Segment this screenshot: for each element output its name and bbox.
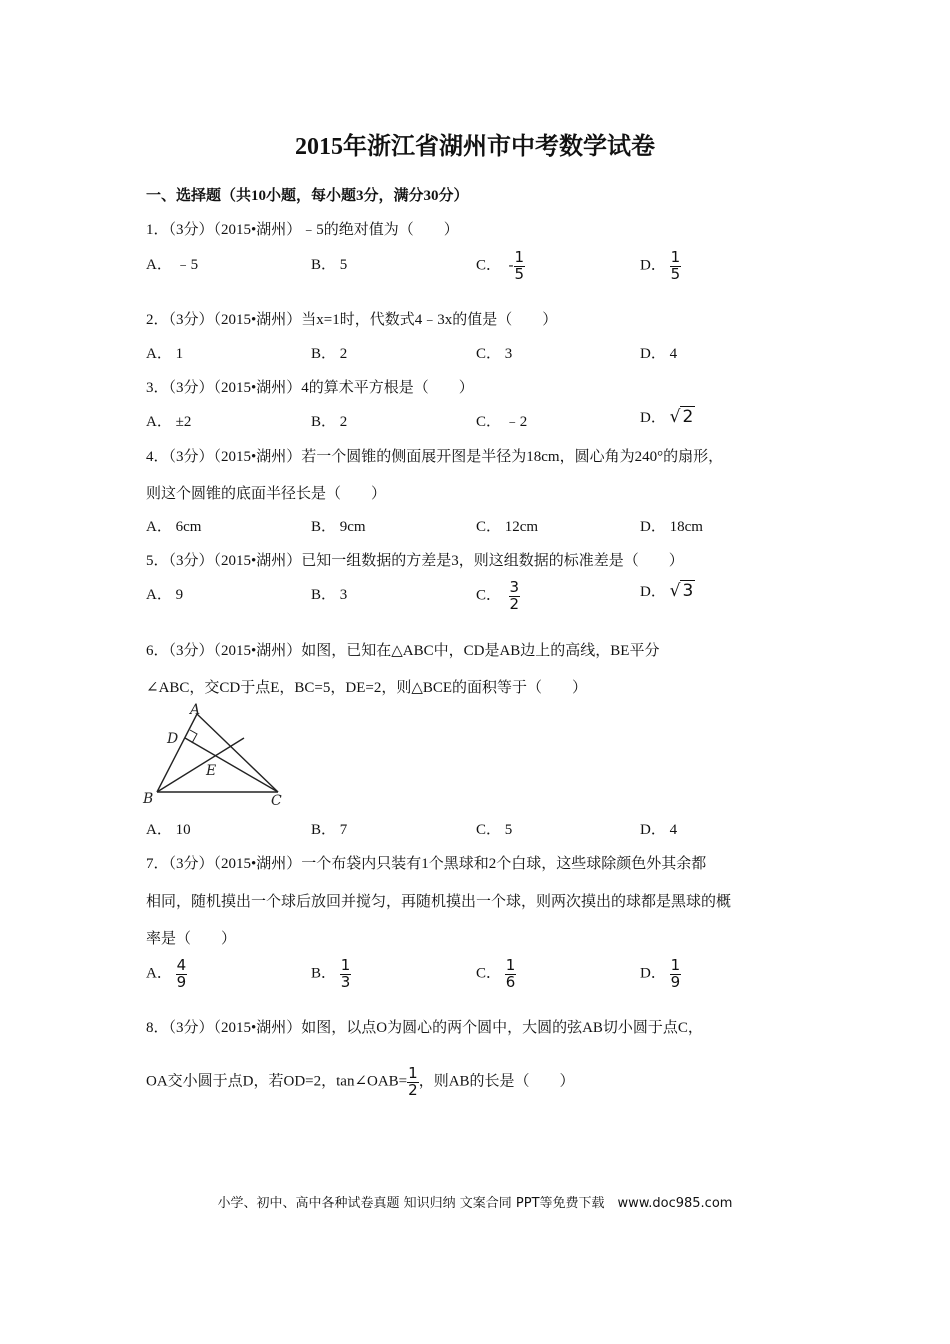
q5-option-b: B． 3 — [311, 587, 348, 603]
q6-option-d: D． 4 — [640, 822, 678, 838]
label-a: A — [190, 702, 201, 718]
q4-option-d: D． 18cm — [640, 519, 703, 535]
q4-option-a: A． 6cm — [146, 519, 202, 535]
question-4-line-1: 4．（3分）（2015•湖州）若一个圆锥的侧面展开图是半径为18cm，圆心角为240°的扇形， — [146, 449, 724, 465]
q6-option-a: A． 10 — [146, 822, 191, 838]
label-e: E — [206, 763, 217, 779]
q7-option-b: B． $\frac{1}{3}$ — [311, 956, 351, 991]
q4-option-b: B． 9cm — [311, 519, 366, 535]
q6-option-c: C． 5 — [476, 822, 513, 838]
question-6-line-2: ∠ABC，交CD于点E，BC=5，DE=2，则△BCE的面积等于（ ） — [146, 680, 588, 696]
triangle-figure — [140, 700, 290, 810]
q7-option-c: C． $\frac{1}{6}$ — [476, 956, 516, 991]
question-6-line-1: 6．（3分）（2015•湖州）如图，已知在△ABC中，CD是AB边上的高线，BE平分 — [146, 643, 660, 659]
q5-option-d: D． √ 3 — [640, 581, 694, 601]
section-heading: 一、选择题（共10小题，每小题3分，满分30分） — [146, 188, 469, 204]
q2-option-b: B． 2 — [311, 346, 348, 362]
label-d: D — [167, 731, 179, 747]
question-8-line-2: OA交小圆于点D，若OD=2，tan∠OAB= $\frac{1}{2}$ ，则AB的长是（ ） — [146, 1064, 575, 1099]
question-2: 2．（3分）（2015•湖州）当x=1时，代数式4﹣3x的值是（ ） — [146, 312, 558, 328]
question-4-line-2: 则这个圆锥的底面半径长是（ ） — [146, 486, 387, 502]
q7-option-a: A． $\frac{4}{9}$ — [146, 956, 187, 991]
q1-option-d: D． $\frac{1}{5}$ — [640, 248, 681, 283]
q2-option-d: D． 4 — [640, 346, 678, 362]
q4-option-c: C． 12cm — [476, 519, 539, 535]
question-5: 5．（3分）（2015•湖州）已知一组数据的方差是3，则这组数据的标准差是（ ） — [146, 553, 684, 569]
q2-option-a: A． 1 — [146, 346, 184, 362]
label-c: C — [271, 793, 282, 809]
q3-option-b: B． 2 — [311, 414, 348, 430]
question-7-line-2: 相同，随机摸出一个球后放回并搅匀，再随机摸出一个球，则两次摸出的球都是黑球的概 — [146, 894, 732, 910]
q3-option-c: C． ﹣2 — [476, 414, 528, 430]
q5-option-a: A． 9 — [146, 587, 184, 603]
question-7-line-3: 率是（ ） — [146, 931, 237, 947]
question-3: 3．（3分）（2015•湖州）4的算术平方根是（ ） — [146, 380, 474, 396]
q7-option-d: D． $\frac{1}{9}$ — [640, 956, 681, 991]
question-7-line-1: 7．（3分）（2015•湖州）一个布袋内只装有1个黑球和2个白球，这些球除颜色外其余都 — [146, 856, 707, 872]
q1-option-a: A． ﹣5 — [146, 257, 199, 273]
q1-option-c: C． - $\frac{1}{5}$ — [476, 248, 525, 283]
q3-option-d: D． √ 2 — [640, 407, 694, 427]
q6-option-b: B． 7 — [311, 822, 348, 838]
q2-option-c: C． 3 — [476, 346, 513, 362]
q3-option-a: A． ±2 — [146, 414, 192, 430]
footer-text: 小学、初中、高中各种试卷真题 知识归纳 文案合同 PPT等免费下载 www.doc985.com — [217, 1196, 733, 1211]
question-8-line-1: 8．（3分）（2015•湖州）如图，以点O为圆心的两个圆中，大圆的弦AB切小圆于点C， — [146, 1020, 703, 1036]
side-ac — [197, 714, 278, 792]
q5-option-c: C． $\frac{3}{2}$ — [476, 578, 520, 613]
q1-option-b: B． 5 — [311, 257, 348, 273]
label-b: B — [143, 791, 154, 807]
page-title: 2015年浙江省湖州市中考数学试卷 — [295, 134, 655, 160]
question-1: 1．（3分）（2015•湖州）﹣5的绝对值为（ ） — [146, 222, 459, 238]
